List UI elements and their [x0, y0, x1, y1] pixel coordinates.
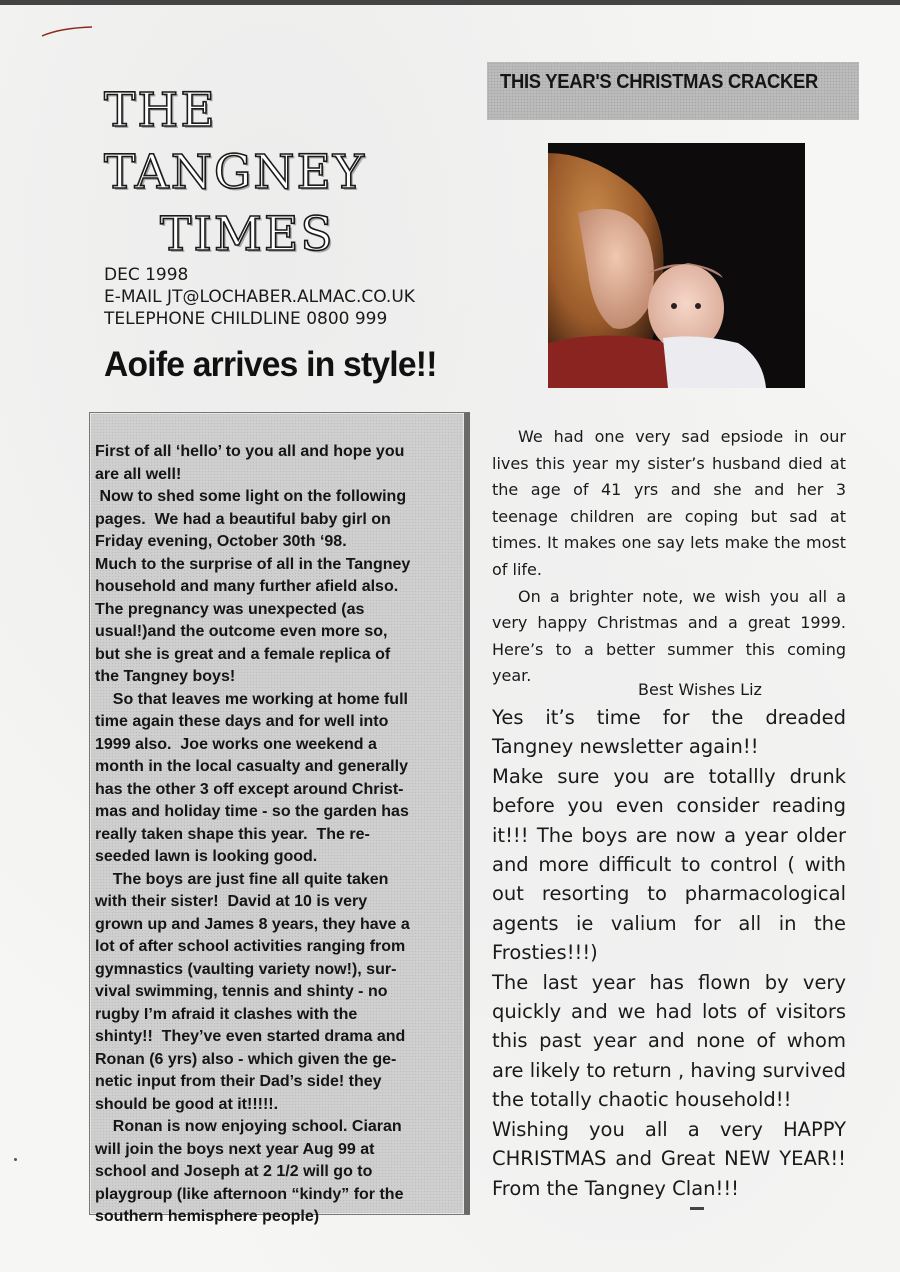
- masthead-line-1: THE: [104, 83, 217, 138]
- ink-mark: [40, 26, 94, 38]
- photo-illustration: [548, 143, 805, 388]
- right-article-newsletter: [492, 703, 846, 1203]
- scan-speck: [14, 1158, 17, 1161]
- left-article-line: netic input from their Dad’s side! they: [95, 1073, 382, 1090]
- left-article-line: Ronan (6 yrs) also - which given the ge-: [95, 1050, 397, 1068]
- left-article-line: are all well!: [95, 465, 182, 483]
- left-article-line: Ronan is now enjoying school. Ciaran: [95, 1118, 402, 1135]
- paragraph-sad-episode: We had one very sad epsiode in our lives this year my sister’s husband died at the age of 41 yrs and she and her 3 teenage children are coping but sad at times. It makes one say lets make the most of life.: [492, 427, 846, 579]
- paragraph-dreaded-newsletter: Yes it’s time for the dreaded Tangney newsletter again!!: [492, 706, 846, 759]
- left-article-line: mas and holiday time - so the garden has: [95, 803, 409, 820]
- left-article-line: southern hemisphere people): [95, 1208, 320, 1225]
- left-article-line: playgroup (like afternoon “kindy” for the: [95, 1185, 404, 1203]
- left-article-line: So that leaves me working at home full: [95, 690, 408, 708]
- email-line: E-MAIL JT@LOCHABER.ALMAC.CO.UK: [104, 287, 415, 307]
- banner-title: THIS YEAR'S CHRISTMAS CRACKER: [500, 71, 819, 93]
- left-article-line: grown up and James 8 years, they have a: [95, 915, 410, 933]
- left-article-line: but she is great and a female replica of: [95, 645, 391, 663]
- left-article-line: time again these days and for well into: [95, 713, 389, 730]
- left-article-line: 1999 also. Joe works one weekend a: [95, 735, 377, 753]
- left-article-line: should be good at it!!!!!.: [95, 1095, 279, 1113]
- left-article-line: usual!)and the outcome even more so,: [95, 623, 388, 640]
- left-article-line: seeded lawn is looking good.: [95, 848, 318, 865]
- left-article-line: has the other 3 off except around Christ-: [95, 780, 404, 798]
- cut-off-text-mark: [690, 1207, 704, 1210]
- left-article-line: lot of after school activities ranging from: [95, 938, 406, 955]
- left-article-line: really taken shape this year. The re-: [95, 825, 370, 843]
- telephone-line: TELEPHONE CHILDLINE 0800 999: [104, 309, 388, 329]
- paragraph-christmas-wishes: On a brighter note, we wish you all a very happy Christmas and a great 1999. Here’s to a better summer this coming year.: [492, 586, 846, 686]
- left-article-line: Friday evening, October 30th ‘98.: [95, 533, 347, 550]
- headline: Aoife arrives in style!!: [104, 345, 437, 384]
- left-article-line: with their sister! David at 10 is very: [95, 893, 368, 910]
- left-article-line: rugby I’m afraid it clashes with the: [95, 1005, 358, 1023]
- left-article-line: will join the boys next year Aug 99 at: [95, 1140, 375, 1158]
- left-article-line: school and Joseph at 2 1/2 will go to: [95, 1163, 373, 1180]
- masthead-line-2: TANGNEY: [104, 145, 366, 200]
- left-article-text: [95, 441, 457, 1229]
- left-article-line: the Tangney boys!: [95, 668, 236, 685]
- issue-date: DEC 1998: [104, 265, 189, 285]
- signoff: Best Wishes Liz: [638, 680, 762, 699]
- paragraph-drunk-warning: Make sure you are totallly drunk before you even consider reading it!!! The boys are now a year older and more difficult to control ( with out resorting to pharmacological agents ie valium for all in the Frosties!!!): [492, 764, 846, 965]
- left-article-line: First of all ‘hello’ to you all and hope you: [95, 443, 405, 460]
- left-article-line: pages. We had a beautiful baby girl on: [95, 510, 391, 528]
- left-article-line: The pregnancy was unexpected (as: [95, 600, 365, 618]
- left-article-line: household and many further afield also.: [95, 578, 399, 595]
- left-article-line: vival swimming, tennis and shinty - no: [95, 983, 388, 1000]
- newsletter-masthead: [104, 80, 424, 266]
- baby-photo: [548, 143, 805, 388]
- left-article-line: Much to the surprise of all in the Tangney: [95, 555, 411, 573]
- scan-top-edge: [0, 0, 900, 5]
- left-article-line: gymnastics (vaulting variety now!), sur-: [95, 960, 397, 978]
- left-article-line: Now to shed some light on the following: [95, 488, 407, 505]
- left-article-line: shinty!! They’ve even started drama and: [95, 1028, 406, 1045]
- left-article-line: The boys are just fine all quite taken: [95, 870, 389, 888]
- masthead-line-3: TIMES: [160, 207, 335, 262]
- left-article-line: month in the local casualty and generally: [95, 758, 408, 775]
- right-article-intro: [492, 424, 846, 690]
- paragraph-visitors: The last year has flown by very quickly and we had lots of visitors this past year and none of whom are likely to return , having survived the totally chaotic household!!: [492, 970, 846, 1112]
- paragraph-happy-christmas: Wishing you all a very HAPPY CHRISTMAS and Great NEW YEAR!! From the Tangney Clan!!!: [492, 1117, 846, 1200]
- issue-details: [104, 264, 464, 330]
